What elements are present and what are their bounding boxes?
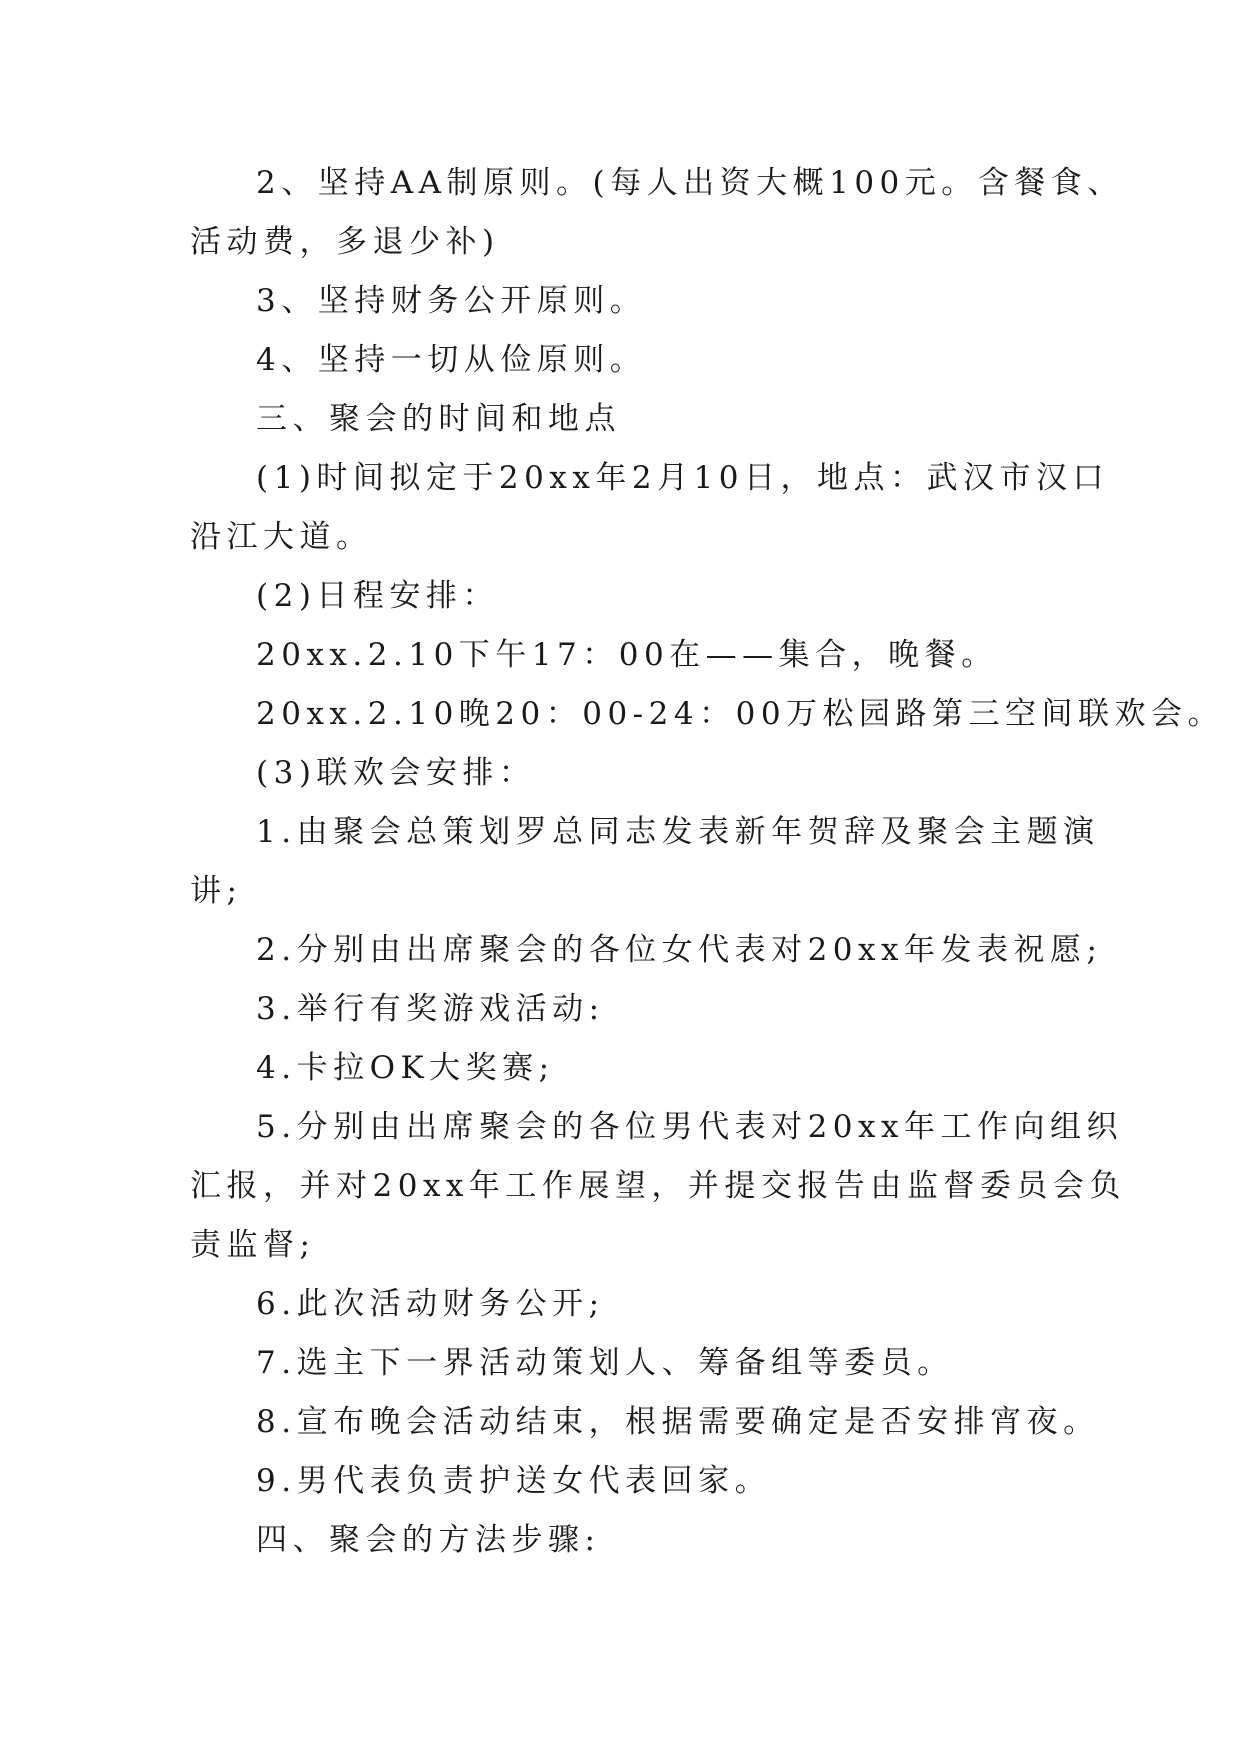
list-item: 3.举行有奖游戏活动:	[256, 991, 605, 1027]
list-item: 4.卡拉OK大奖赛;	[256, 1050, 555, 1086]
paragraph-line: 2、坚持AA制原则。(每人出资大概100元。含餐食、	[256, 165, 1124, 201]
list-item-continuation: 汇报，并对20xx年工作展望，并提交报告由监督委员会负	[190, 1168, 1126, 1204]
list-item: 7.选主下一界活动策划人、筹备组等委员。	[256, 1345, 954, 1381]
paragraph-line: 3、坚持财务公开原则。	[256, 283, 647, 319]
paragraph-line: 20xx.2.10晚20：00-24：00万松园路第三空间联欢会。	[256, 696, 1225, 732]
paragraph-line: (2)日程安排：	[256, 578, 499, 614]
list-item-continuation: 责监督;	[190, 1227, 316, 1263]
list-item: 8.宣布晚会活动结束，根据需要确定是否安排宵夜。	[256, 1404, 1100, 1440]
paragraph-line: 活动费，多退少补)	[190, 224, 500, 260]
list-item: 9.男代表负责护送女代表回家。	[256, 1463, 772, 1499]
paragraph-line: 沿江大道。	[190, 519, 373, 555]
list-item: 5.分别由出席聚会的各位男代表对20xx年工作向组织	[256, 1109, 1123, 1145]
list-item: 1.由聚会总策划罗总同志发表新年贺辞及聚会主题演	[256, 814, 1100, 850]
section-heading: 四、聚会的方法步骤:	[256, 1522, 601, 1558]
section-heading: 三、聚会的时间和地点	[256, 401, 621, 437]
paragraph-line: 4、坚持一切从俭原则。	[256, 342, 647, 378]
list-item-continuation: 讲;	[190, 873, 243, 909]
paragraph-line: (3)联欢会安排：	[256, 755, 536, 791]
list-item: 2.分别由出席聚会的各位女代表对20xx年发表祝愿;	[256, 932, 1103, 968]
paragraph-line: 20xx.2.10下午17：00在——集合，晚餐。	[256, 637, 998, 673]
paragraph-line: (1)时间拟定于20xx年2月10日，地点：武汉市汉口	[256, 460, 1109, 496]
list-item: 6.此次活动财务公开;	[256, 1286, 605, 1322]
